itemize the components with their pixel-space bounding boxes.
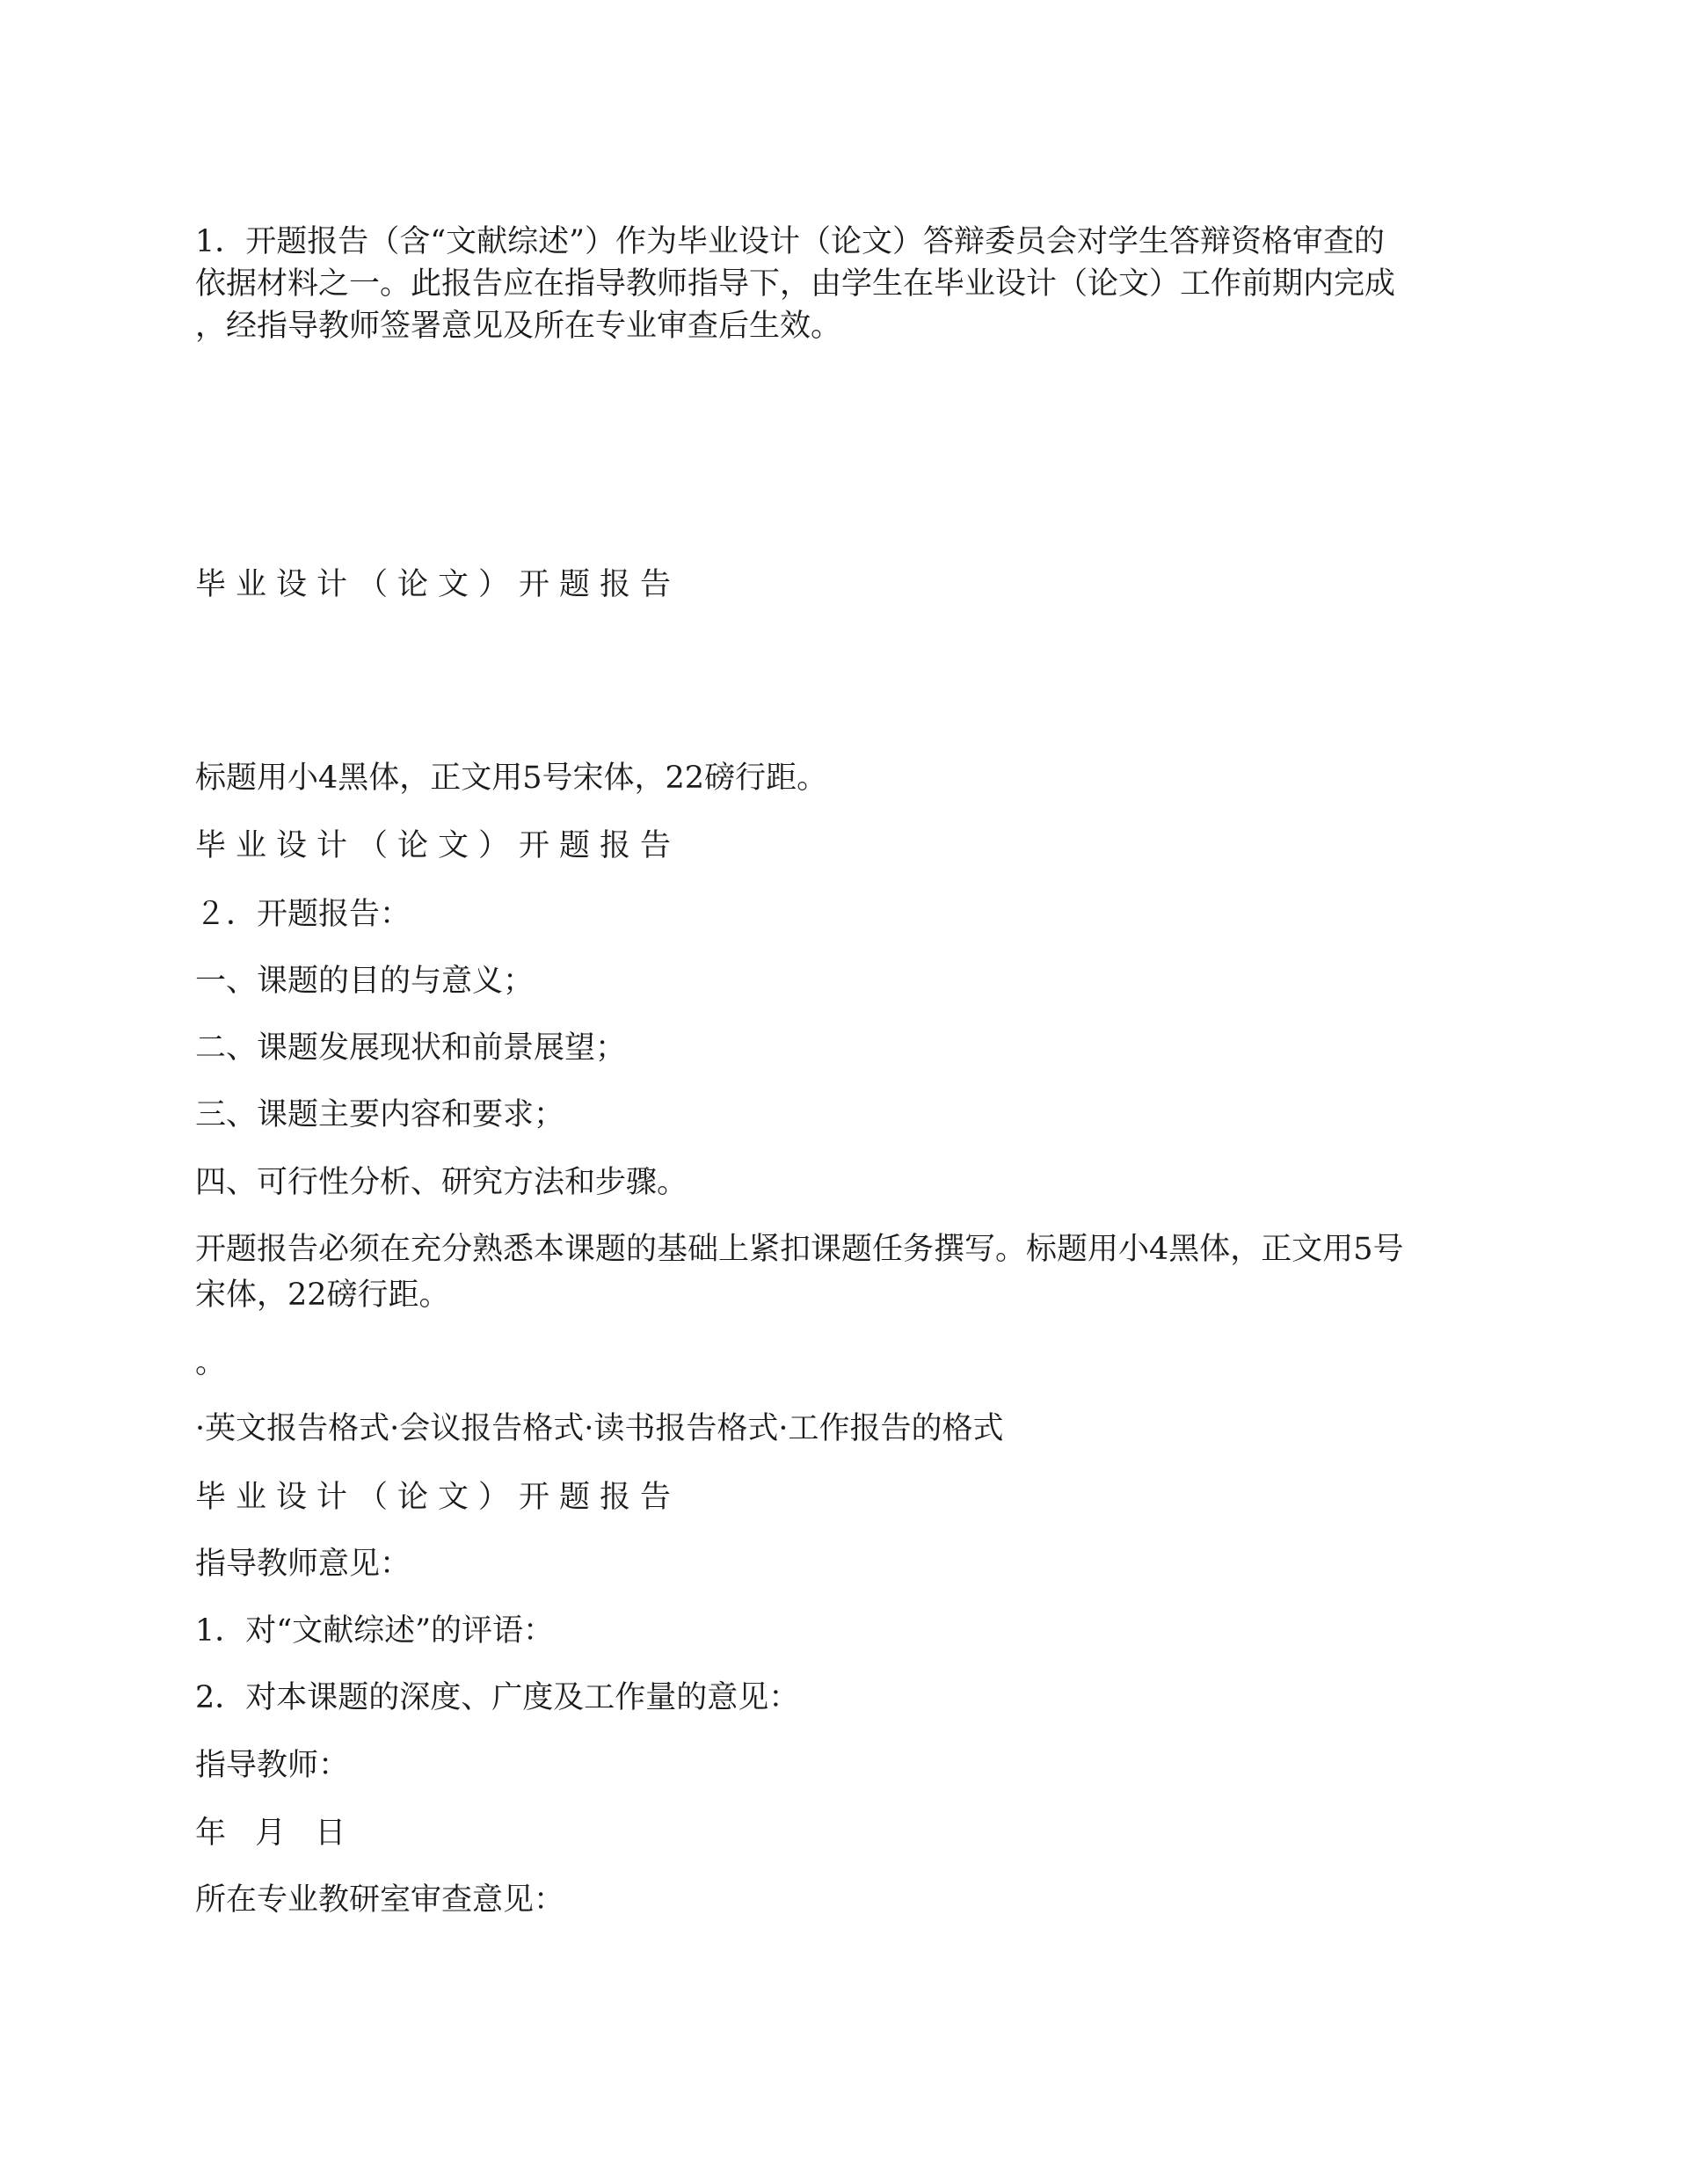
report-heading-1: 毕业设计（论文）开题报告 (195, 567, 681, 602)
department-opinion-label: 所在专业教研室审查意见： (195, 1882, 565, 1918)
section-purpose: 一、课题的目的与意义； (195, 964, 535, 999)
comment-literature-review: 1．对“文献综述”的评语： (195, 1613, 555, 1649)
date-label: 年 月 日 (195, 1816, 356, 1851)
item-2-label: ２．开题报告： (195, 897, 411, 932)
section-feasibility: 四、可行性分析、研究方法和步骤。 (195, 1165, 688, 1200)
report-heading-3: 毕业设计（论文）开题报告 (195, 1480, 681, 1515)
intro-paragraph-line-1: 1．开题报告（含“文献综述”）作为毕业设计（论文）答辩委员会对学生答辩资格审查的 (195, 224, 1386, 259)
advisor-opinion-label: 指导教师意见： (195, 1547, 411, 1582)
section-content: 三、课题主要内容和要求； (195, 1097, 565, 1132)
section-status: 二、课题发展现状和前景展望； (195, 1030, 627, 1066)
format-note: 标题用小4黑体，正文用5号宋体，22磅行距。 (195, 761, 828, 796)
comment-depth-breadth: 2．对本课题的深度、广度及工作量的意见： (195, 1680, 800, 1715)
requirement-line-1: 开题报告必须在充分熟悉本课题的基础上紧扣课题任务撰写。标题用小4黑体，正文用5号 (195, 1232, 1404, 1267)
related-links[interactable]: ·英文报告格式·会议报告格式·读书报告格式·工作报告的格式 (195, 1411, 1004, 1446)
advisor-signature-label: 指导教师： (195, 1748, 350, 1783)
intro-paragraph-line-2: 依据材料之一。此报告应在指导教师指导下，由学生在毕业设计（论文）工作前期内完成 (195, 266, 1396, 302)
intro-paragraph-line-3: ，经指导教师签署意见及所在专业审查后生效。 (195, 309, 842, 344)
requirement-line-2: 宋体，22磅行距。 (195, 1278, 450, 1313)
report-heading-2: 毕业设计（论文）开题报告 (195, 828, 681, 863)
period-mark: 。 (195, 1345, 227, 1380)
